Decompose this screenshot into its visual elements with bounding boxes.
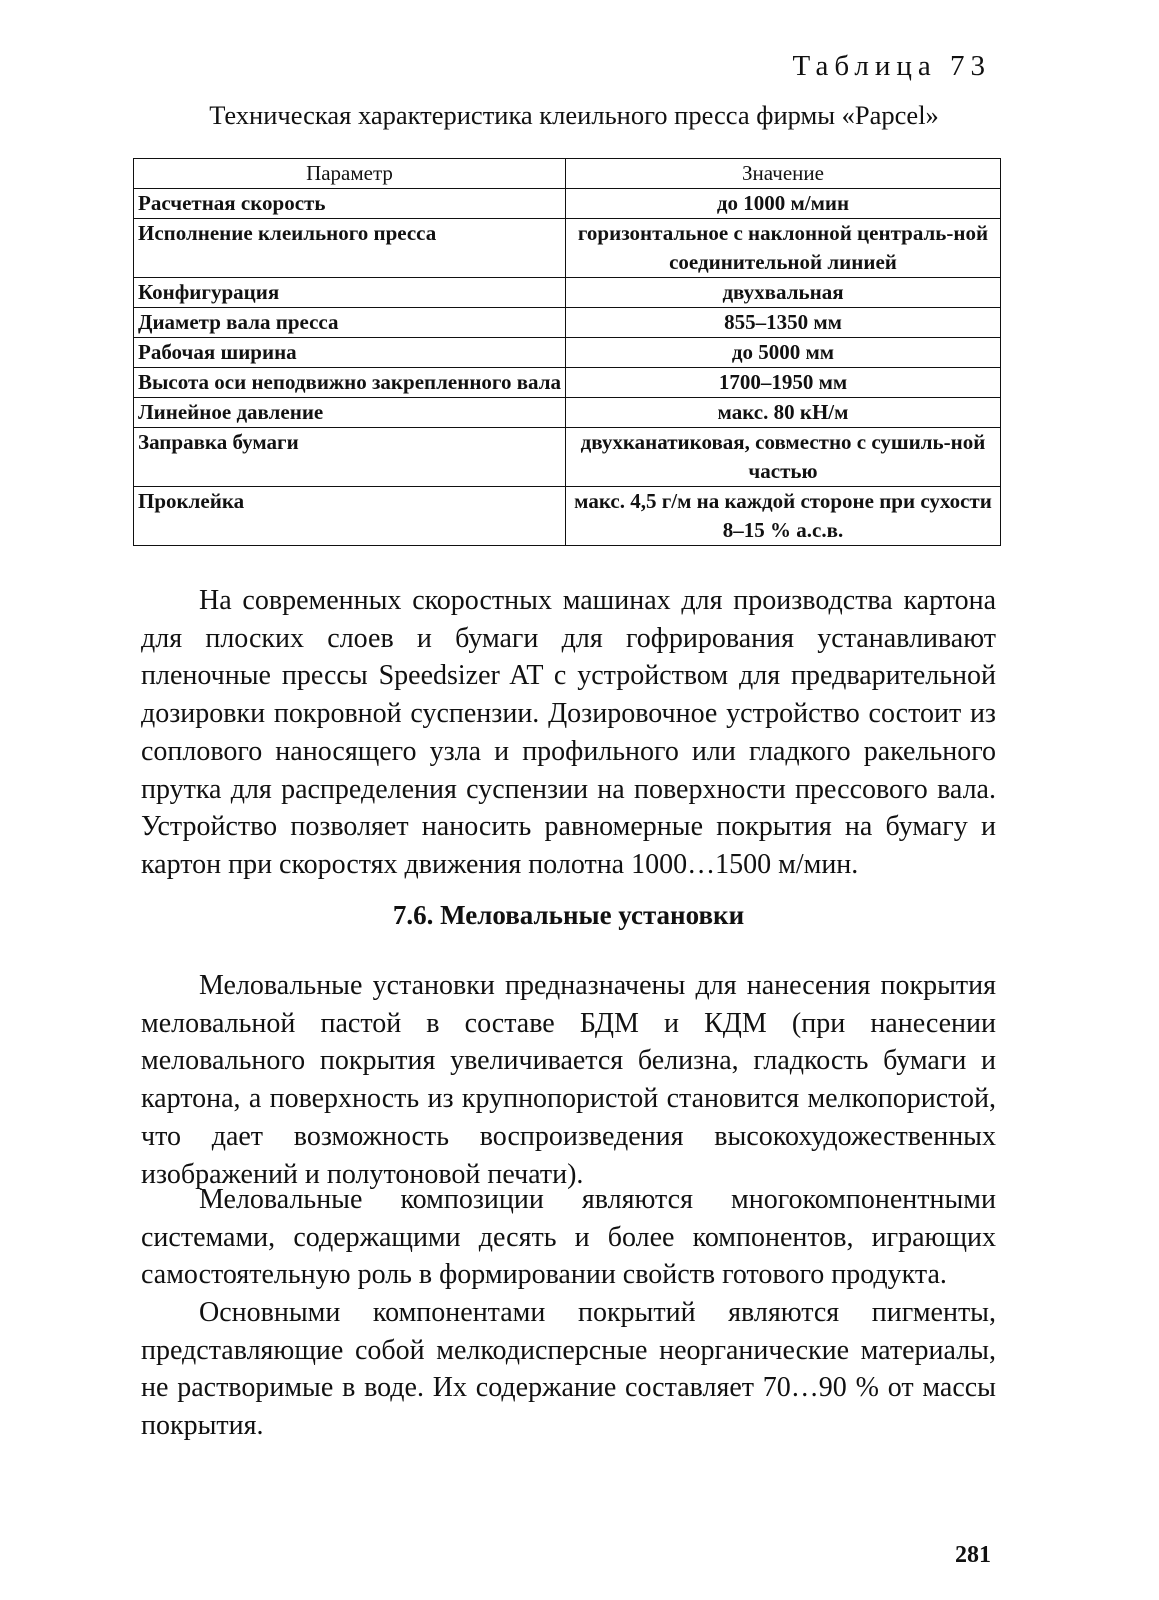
param-cell: Расчетная скорость (134, 189, 566, 219)
table-row (134, 428, 1001, 487)
paragraph-text: Основными компонентами покрытий являются пигменты, представляющие собой мелкодисперсные неорганические материалы, не растворимые в воде. Их содержание составляет 70…90 % от массы покрытия. (141, 1297, 996, 1442)
param-cell: Рабочая ширина (134, 338, 566, 368)
table-caption: Техническая характеристика клеильного пресса фирмы «Papcel» (209, 100, 939, 130)
column-header-parameter: Параметр (134, 159, 566, 189)
table-row (134, 398, 1001, 428)
paragraph-coating-units (141, 967, 996, 1193)
value-cell: до 1000 м/мин (566, 189, 1001, 219)
param-cell: Проклейка (134, 487, 566, 546)
value-cell: макс. 80 кН/м (566, 398, 1001, 428)
paragraph-text: Меловальные установки предназначены для нанесения покрытия меловальной пастой в составе БДМ и КДМ (при нанесении меловального покрытия увеличивается белизна, гладкость бумаги и картона, а поверхность из крупнопористой становится мелкопористой, что дает возможность воспроизведения высокохудожественных изображений и полутоновой печати). (141, 970, 996, 1190)
paragraph-text: На современных скоростных машинах для производства картона для плоских слоев и бумаги для гофрирования устанавливают пленочные прессы Speedsizer AT с устройством для предварительной дозировки покровной суспензии. Дозировочное устройство состоит из соплового наносящего узла и профильного или гладкого ракельного прутка для распределения суспензии на поверхности прессового вала. Устройство позволяет наносить равномерные покрытия на бумагу и картон при скоростях движения полотна 1000…1500 м/мин. (141, 585, 996, 880)
param-cell: Исполнение клеильного пресса (134, 219, 566, 278)
param-cell: Линейное давление (134, 398, 566, 428)
value-cell: 1700–1950 мм (566, 368, 1001, 398)
page-number: 281 (955, 1542, 991, 1568)
paragraph-text: Меловальные композиции являются многокомпонентными системами, содержащими десять и более компонентов, играющих самостоятельную роль в формировании свойств готового продукта. (141, 1184, 996, 1291)
table-row (134, 368, 1001, 398)
value-cell: двухканатиковая, совместно с сушиль-ной частью (566, 428, 1001, 487)
table-header-row (134, 159, 1001, 189)
value-cell: 855–1350 мм (566, 308, 1001, 338)
column-header-value: Значение (566, 159, 1001, 189)
table-row (134, 189, 1001, 219)
table-row (134, 487, 1001, 546)
table-row (134, 338, 1001, 368)
paragraph-speedsizer (141, 582, 996, 884)
table-row (134, 308, 1001, 338)
value-cell: двухвальная (566, 278, 1001, 308)
value-cell: до 5000 мм (566, 338, 1001, 368)
param-cell: Конфигурация (134, 278, 566, 308)
table-row (134, 219, 1001, 278)
table-number-label: Таблица 73 (792, 50, 991, 82)
param-cell: Высота оси неподвижно закрепленного вала (134, 368, 566, 398)
param-cell: Заправка бумаги (134, 428, 566, 487)
section-heading: 7.6. Меловальные установки (392, 900, 745, 930)
param-cell: Диаметр вала пресса (134, 308, 566, 338)
value-cell: макс. 4,5 г/м на каждой стороне при сухости 8–15 % а.с.в. (566, 487, 1001, 546)
paragraph-pigments (141, 1294, 996, 1445)
value-cell: горизонтальное с наклонной централь-ной соединительной линией (566, 219, 1001, 278)
paragraph-compositions (141, 1181, 996, 1294)
table-row (134, 278, 1001, 308)
spec-table (133, 158, 1001, 546)
